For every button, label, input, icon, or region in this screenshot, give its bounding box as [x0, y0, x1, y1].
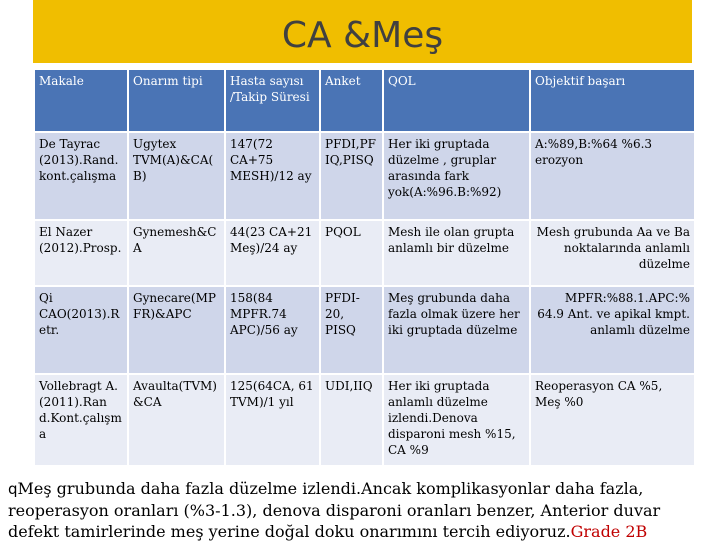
table-cell: Gynemesh&C A: [129, 221, 224, 285]
table-cell: 158(84 MPFR.74 APC)/56 ay: [226, 287, 319, 373]
table-cell: PFDI,PF IQ,PISQ: [321, 133, 382, 219]
comparison-table: [33, 68, 696, 467]
table-cell: Reoperasyon CA %5, Meş %0: [531, 375, 694, 465]
table-cell: Meş grubunda daha fazla olmak üzere her iki gruptada düzelme: [384, 287, 529, 373]
table-cell: Her iki gruptada düzelme , gruplar arasında fark yok(A:%96.B:%92): [384, 133, 529, 219]
table-cell: Gynecare(MP FR)&APC: [129, 287, 224, 373]
table-cell: Avaulta(TVM) &CA: [129, 375, 224, 465]
table-cell: Mesh ile olan grupta anlamlı bir düzelme: [384, 221, 529, 285]
table-cell: 44(23 CA+21 Meş)/24 ay: [226, 221, 319, 285]
table-row: [35, 375, 694, 465]
table-header-row: [35, 70, 694, 131]
header-cell: Makale: [35, 70, 127, 131]
header-cell: Anket: [321, 70, 382, 131]
grade-label: Grade 2B: [570, 522, 648, 541]
header-cell: Hasta sayısı /Takip Süresi: [226, 70, 319, 131]
slide-title: CA &Meş: [281, 15, 444, 56]
table-cell: 147(72 CA+75 MESH)/12 ay: [226, 133, 319, 219]
table-cell: Mesh grubunda Aa ve Ba noktalarında anlamlı düzelme: [531, 221, 694, 285]
title-bar: [33, 0, 692, 63]
table-cell: PFDI-20, PISQ: [321, 287, 382, 373]
table-row: [35, 133, 694, 219]
table-cell: A:%89,B:%64 %6.3 erozyon: [531, 133, 694, 219]
table-row: [35, 287, 694, 373]
header-cell: Objektif başarı: [531, 70, 694, 131]
table-cell: PQOL: [321, 221, 382, 285]
table-cell: De Tayrac (2013).Rand. kont.çalışma: [35, 133, 127, 219]
conclusion-paragraph: [8, 478, 716, 542]
header-cell: QOL: [384, 70, 529, 131]
table-cell: Qi CAO(2013).R etr.: [35, 287, 127, 373]
table-cell: 125(64CA, 61 TVM)/1 yıl: [226, 375, 319, 465]
header-cell: Onarım tipi: [129, 70, 224, 131]
table-cell: Her iki gruptada anlamlı düzelme izlendi.Denova disparoni mesh %15, CA %9: [384, 375, 529, 465]
table-cell: El Nazer (2012).Prosp.: [35, 221, 127, 285]
conclusion-text: Meş grubunda daha fazla düzelme izlendi.Ancak komplikasyonlar daha fazla, reoperasyon oranları (%3-1.3), denova disparoni oranları benzer, Anterior duvar defekt tamirlerinde meş yerine doğal doku onarımını tercih ediyoruz.: [8, 479, 661, 541]
table-cell: Vollebragt A.(2011).Ran d.Kont.çalışm a: [35, 375, 127, 465]
table-cell: Ugytex TVM(A)&CA( B): [129, 133, 224, 219]
bullet-marker: q: [8, 480, 18, 498]
table-cell: MPFR:%88.1.APC:% 64.9 Ant. ve apikal kmpt. anlamlı düzelme: [531, 287, 694, 373]
table-row: [35, 221, 694, 285]
table-cell: UDI,IIQ: [321, 375, 382, 465]
